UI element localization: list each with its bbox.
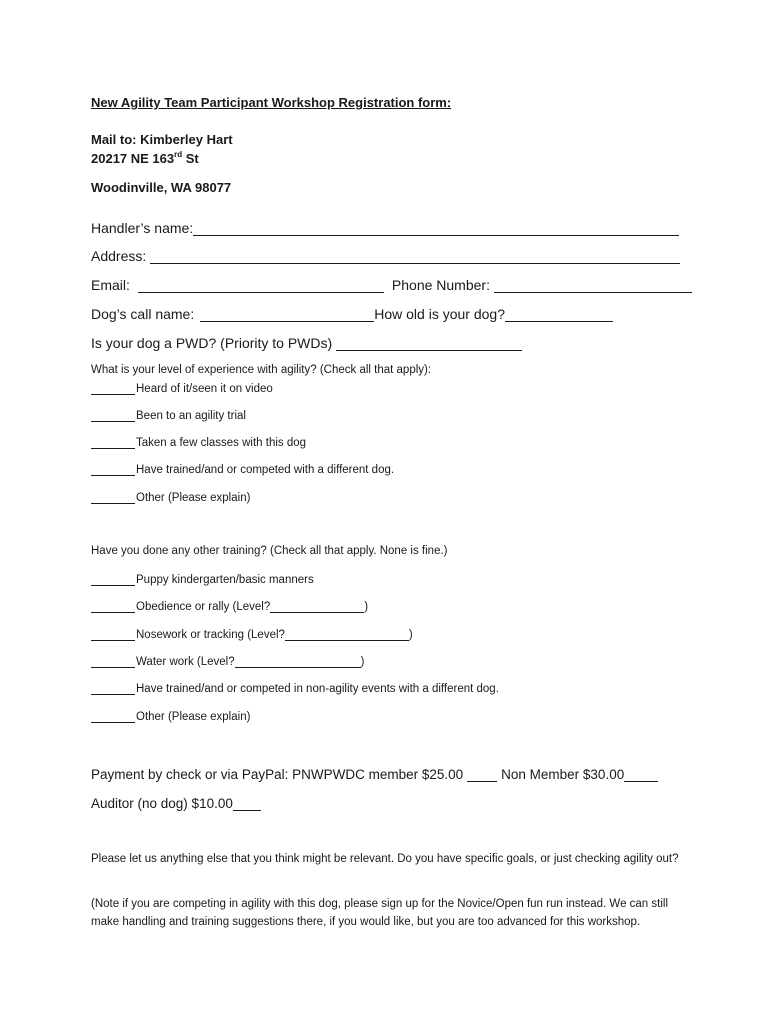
dog-call-name-label: Dog’s call name:: [91, 306, 195, 322]
training-checkbox-blank[interactable]: [91, 600, 135, 613]
mail-address-st: St: [182, 151, 199, 166]
experience-option: [91, 461, 394, 476]
pwd-label: Is your dog a PWD? (Priority to PWDs): [91, 335, 333, 351]
training-option: [91, 571, 314, 586]
experience-checkbox-blank[interactable]: [91, 382, 135, 395]
experience-option: [91, 434, 306, 449]
relevant-info-prompt: Please let us anything else that you think might be relevant. Do you have specific goals, or just checking agility out?: [91, 853, 679, 865]
payment-nonmember-label: Non Member $30.00: [501, 767, 625, 782]
training-option: [91, 708, 250, 723]
experience-checkbox-blank[interactable]: [91, 463, 135, 476]
training-checkbox-blank[interactable]: [91, 710, 135, 723]
close-paren: ): [408, 629, 413, 641]
training-option-label: Obedience or rally (Level?: [136, 601, 271, 613]
training-option-label: Puppy kindergarten/basic manners: [136, 574, 314, 586]
experience-question: What is your level of experience with agility? (Check all that apply):: [91, 364, 432, 376]
phone-input[interactable]: [494, 278, 692, 293]
form-title: New Agility Team Participant Workshop Registration form:: [91, 95, 452, 110]
experience-option: [91, 407, 246, 422]
member-payment-blank[interactable]: [467, 767, 497, 782]
training-option: [91, 626, 413, 641]
mail-city-line: Woodinville, WA 98077: [91, 180, 232, 195]
auditor-payment-blank[interactable]: [233, 796, 261, 811]
training-option: [91, 680, 499, 695]
experience-checkbox-blank[interactable]: [91, 409, 135, 422]
training-option-label: Nosework or tracking (Level?: [136, 629, 285, 641]
email-input[interactable]: [138, 278, 384, 293]
dog-age-label: How old is your dog?: [374, 306, 505, 322]
experience-option-label: Have trained/and or competed with a different dog.: [136, 464, 395, 476]
nosework-level-input[interactable]: [285, 628, 409, 641]
nonmember-payment-blank[interactable]: [624, 767, 658, 782]
mail-address-street: 20217 NE 163: [91, 151, 175, 166]
auditor-label: Auditor (no dog) $10.00: [91, 796, 233, 811]
training-option: [91, 653, 364, 668]
close-paren: ): [360, 656, 365, 668]
payment-member-label: Payment by check or via PayPal: PNWPWDC member $25.00: [91, 767, 464, 782]
experience-option-label: Taken a few classes with this dog: [136, 437, 307, 449]
training-question: Have you done any other training? (Check all that apply. None is fine.): [91, 545, 448, 557]
training-checkbox-blank[interactable]: [91, 655, 135, 668]
training-option-label: Water work (Level?: [136, 656, 235, 668]
training-checkbox-blank[interactable]: [91, 573, 135, 586]
dog-call-name-input[interactable]: [200, 307, 374, 322]
pwd-input[interactable]: [336, 336, 522, 351]
experience-option-label: Other (Please explain): [136, 492, 251, 504]
obedience-level-input[interactable]: [270, 600, 364, 613]
handler-name-row: [91, 218, 679, 236]
pwd-row: [91, 333, 522, 351]
payment-row: [91, 764, 658, 782]
address-label: Address:: [91, 248, 147, 264]
experience-checkbox-blank[interactable]: [91, 491, 135, 504]
experience-option-label: Been to an agility trial: [136, 410, 246, 422]
experience-checkbox-blank[interactable]: [91, 436, 135, 449]
experience-option: [91, 489, 250, 504]
experience-option: [91, 380, 273, 395]
address-row: [91, 246, 680, 264]
training-checkbox-blank[interactable]: [91, 682, 135, 695]
handler-name-input[interactable]: [193, 221, 679, 236]
email-label: Email:: [91, 277, 130, 293]
close-paren: ): [364, 601, 369, 613]
dog-name-age-row: [91, 304, 613, 322]
ordinal-suffix: rd: [174, 150, 183, 159]
phone-label: Phone Number:: [391, 277, 490, 293]
address-input[interactable]: [150, 249, 680, 264]
training-checkbox-blank[interactable]: [91, 628, 135, 641]
experience-option-label: Heard of it/seen it on video: [136, 383, 273, 395]
mail-address-line: [91, 151, 199, 166]
novice-open-note: (Note if you are competing in agility with this dog, please sign up for the Novice/Open fun run instead. We can still make handling and training suggestions there, if you would like, but you are too advanced for this workshop.: [91, 898, 669, 928]
email-phone-row: [91, 275, 692, 293]
mail-to-line: Mail to: Kimberley Hart: [91, 132, 233, 147]
water-work-level-input[interactable]: [235, 655, 361, 668]
training-option-label: Other (Please explain): [136, 711, 251, 723]
handler-name-label: Handler’s name:: [91, 220, 194, 236]
training-option: [91, 598, 368, 613]
dog-age-input[interactable]: [505, 307, 613, 322]
training-option-label: Have trained/and or competed in non-agility events with a different dog.: [136, 683, 499, 695]
auditor-row: [91, 793, 261, 811]
